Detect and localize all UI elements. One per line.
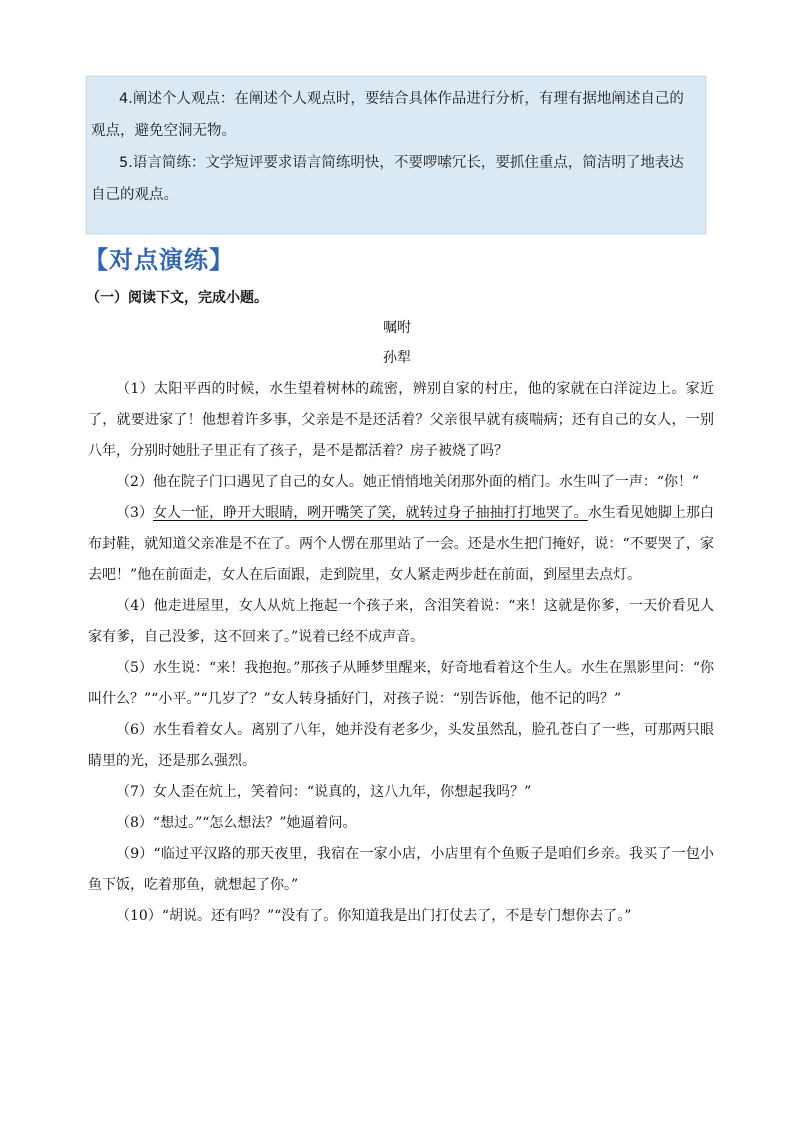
story-paragraph: （5）水生说：“来！我抱抱。”那孩子从睡梦里醒来，好奇地看着这个生人。水生在黑影里问：“你叫什么？”“小平。”“几岁了？”女人转身插好门，对孩子说：“别告诉他，他不记的吗？”: [88, 660, 714, 707]
story-paragraph: （10）“胡说。还有吗？”“没有了。你知道我是出门打仗去了，不是专门想你去了。”: [116, 908, 632, 924]
story-paragraph: （2）他在院子门口遇见了自己的女人。她正悄悄地关闭那外面的梢门。水生叫了一声：“你！”: [116, 474, 700, 490]
paragraph-number: （3）: [116, 505, 153, 521]
paragraph-text: 水生看见她脚上那白布封鞋，就知道父亲准是不在了。两个人愣在那里站了一会。还是水生把门掩好，说：“不要哭了，家去吧！”他在前面走，女人在后面跟，走到院里，女人紧走两步赶在前面，到屋里去点灯。: [88, 505, 714, 583]
tips-box: [86, 76, 706, 234]
story-title: 嘱咐: [383, 320, 411, 336]
story-paragraph: （9）“临过平汉路的那天夜里，我宿在一家小店，小店里有个鱼贩子是咱们乡亲。我买了一包小鱼下饭，吃着那鱼，就想起了你。”: [88, 846, 714, 893]
story-paragraph: （4）他走进屋里，女人从炕上拖起一个孩子来，含泪笑着说：“来！这就是你爹，一天价看见人家有爹，自己没爹，这不回来了。”说着已经不成声音。: [88, 598, 714, 645]
question-instruction: （一）阅读下文，完成小题。: [86, 290, 268, 306]
underlined-sentence: 女人一怔，睁开大眼睛，咧开嘴笑了笑，就转过身子抽抽打打地哭了。: [152, 505, 588, 521]
story-paragraph: [88, 498, 714, 591]
story-paragraph: （6）水生看着女人。离别了八年，她并没有老多少，头发虽然乱，脸孔苍白了一些，可那两只眼睛里的光，还是那么强烈。: [88, 722, 714, 769]
section-title: 【对点演练】: [84, 246, 234, 274]
story-paragraph: （7）女人歪在炕上，笑着问：“说真的，这八九年，你想起我吗？”: [116, 784, 532, 800]
tip-item: 5.语言简练：文学短评要求语言简练明快，不要啰嗦冗长，要抓住重点，简洁明了地表达自己的观点。: [91, 155, 684, 203]
story-author: 孙犁: [383, 350, 411, 366]
story-paragraph: （8）“想过。”“怎么想法？”她逼着问。: [116, 815, 357, 831]
story-body: [88, 374, 714, 932]
tip-item: 4.阐述个人观点：在阐述个人观点时，要结合具体作品进行分析，有理有据地阐述自己的观点，避免空洞无物。: [91, 91, 684, 139]
story-paragraph: （1）太阳平西的时候，水生望着树林的疏密，辨别自家的村庄，他的家就在白洋淀边上。家近了，就要进家了！他想着许多事，父亲是不是还活着？父亲很早就有痰喘病；还有自己的女人，一别八年，分别时她肚子里正有了孩子，是不是都活着？房子被烧了吗？: [88, 381, 714, 459]
